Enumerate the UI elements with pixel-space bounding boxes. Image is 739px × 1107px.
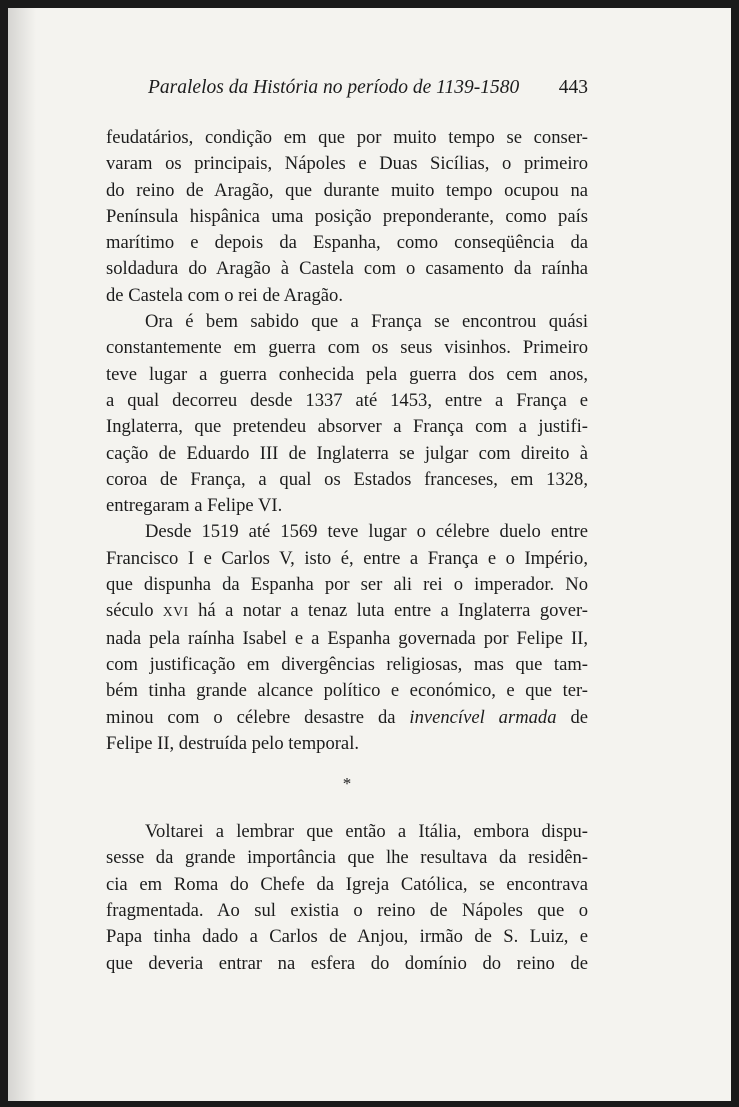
page-edge-shadow bbox=[8, 8, 36, 1101]
text-line: Papa tinha dado a Carlos de Anjou, irmão de S. Luiz, e bbox=[106, 926, 588, 948]
paragraph-2 bbox=[106, 309, 588, 519]
text-line: Ora é bem sabido que a França se encontrou quási bbox=[145, 311, 588, 333]
text-line: bém tinha grande alcance político e económico, e que ter- bbox=[106, 680, 588, 702]
italic-term: invencível armada bbox=[409, 706, 557, 728]
text-line: coroa de França, a qual os Estados franceses, em 1328, bbox=[106, 468, 588, 490]
century-numeral: XVI bbox=[162, 604, 189, 620]
text-line: Península hispânica uma posição preponderante, como país bbox=[106, 205, 588, 227]
text-line: marítimo e depois da Espanha, como conseqüência da bbox=[106, 232, 588, 254]
text-segment: há a notar a tenaz luta entre a Inglaterra gover- bbox=[188, 600, 588, 622]
text-line: Francisco I e Carlos V, isto é, entre a França e o Império, bbox=[106, 547, 588, 569]
text-line: que dispunha da Espanha por ser ali rei o imperador. No bbox=[106, 574, 588, 596]
text-line: constantemente em guerra com os seus visinhos. Primeiro bbox=[106, 337, 588, 359]
running-title: Paralelos da História no período de 1139-1580 bbox=[148, 77, 520, 98]
text-line: que deveria entrar na esfera do domínio do reino de bbox=[106, 952, 588, 974]
text-segment: de bbox=[556, 706, 588, 728]
text-line: Inglaterra, que pretendeu absorver a França com a justifi- bbox=[106, 416, 588, 438]
body-text bbox=[106, 125, 588, 977]
paragraph-4 bbox=[106, 819, 588, 977]
text-line: nada pela raínha Isabel e a Espanha governada por Felipe II, bbox=[106, 627, 588, 649]
text-segment: século bbox=[106, 600, 163, 622]
paragraph-3 bbox=[106, 519, 588, 757]
text-line: fragmentada. Ao sul existia o reino de Nápoles que o bbox=[106, 900, 588, 922]
text-line: cação de Eduardo III de Inglaterra se julgar com direito à bbox=[106, 442, 588, 464]
text-segment: minou com o célebre desastre da bbox=[106, 706, 410, 728]
text-line: feudatários, condição em que por muito tempo se conser- bbox=[106, 127, 588, 148]
text-line bbox=[106, 598, 588, 625]
paragraph-1 bbox=[106, 125, 588, 309]
text-line: cia em Roma do Chefe da Igreja Católica, se encontrava bbox=[106, 873, 588, 895]
book-page bbox=[8, 8, 731, 1101]
text-line: de Castela com o rei de Aragão. bbox=[106, 284, 343, 306]
text-line: teve lugar a guerra conhecida pela guerra dos cem anos, bbox=[106, 363, 588, 385]
text-line: entregaram a Felipe VI. bbox=[106, 495, 283, 517]
text-line: soldadura do Aragão à Castela com o casamento da raínha bbox=[106, 258, 588, 280]
text-line: sesse da grande importância que lhe resultava da residên- bbox=[106, 847, 588, 869]
text-line bbox=[106, 705, 588, 731]
text-line: do reino de Aragão, que durante muito tempo ocupou na bbox=[106, 179, 588, 201]
text-line: Felipe II, destruída pelo temporal. bbox=[106, 732, 360, 754]
page-number: 443 bbox=[558, 77, 588, 98]
running-header bbox=[148, 76, 588, 100]
text-line: varam os principais, Nápoles e Duas Sicílias, o primeiro bbox=[106, 153, 588, 175]
text-line: Voltarei a lembrar que então a Itália, embora dispu- bbox=[145, 821, 588, 843]
text-line: com justificação em divergências religiosas, mas que tam- bbox=[106, 653, 588, 675]
text-line: Desde 1519 até 1569 teve lugar o célebre duelo entre bbox=[145, 521, 588, 543]
section-separator: * bbox=[342, 774, 352, 794]
text-line: a qual decorreu desde 1337 até 1453, entre a França e bbox=[106, 389, 588, 411]
